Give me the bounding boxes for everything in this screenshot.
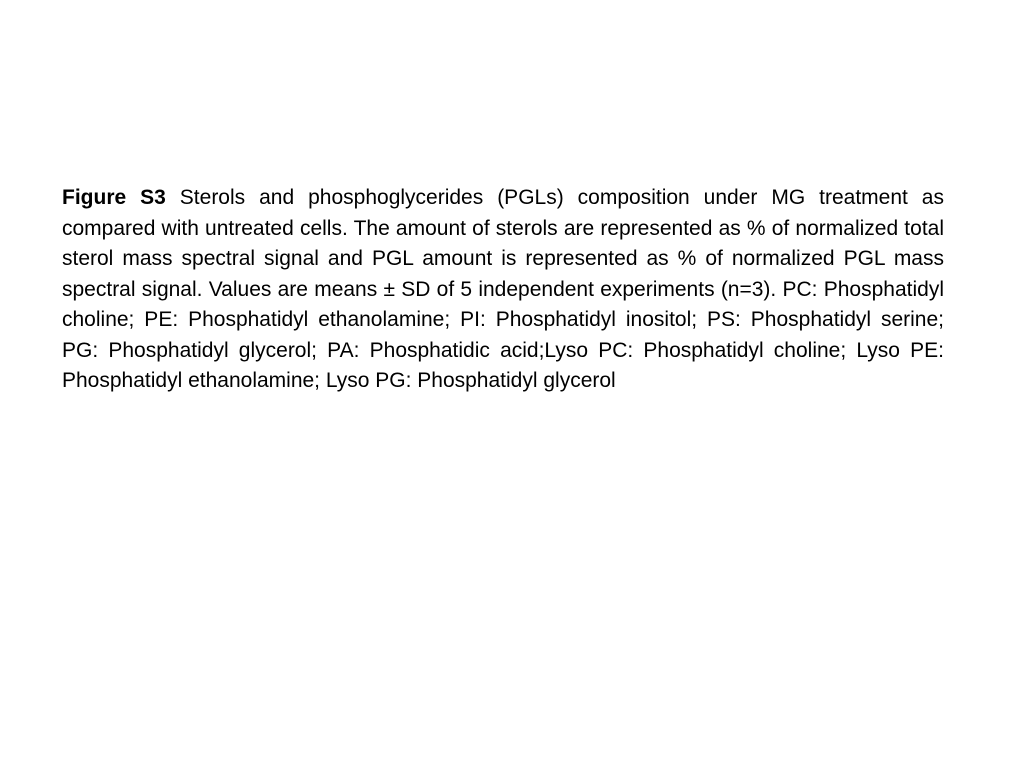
- figure-caption: [62, 183, 944, 397]
- figure-label: Figure S3: [62, 186, 166, 209]
- figure-caption-text: Sterols and phosphoglycerides (PGLs) composition under MG treatment as compared with untreated cells. The amount of sterols are represented as % of normalized total sterol mass spectral signal and PGL amount is represented as % of normalized PGL mass spectral signal. Values are means ± SD of 5 independent experiments (n=3). PC: Phosphatidyl choline; PE: Phosphatidyl ethanolamine; PI: Phosphatidyl inositol; PS: Phosphatidyl serine; PG: Phosphatidyl glycerol; PA: Phosphatidic acid;Lyso PC: Phosphatidyl choline; Lyso PE: Phosphatidyl ethanolamine; Lyso PG: Phosphatidyl glycerol: [62, 186, 944, 392]
